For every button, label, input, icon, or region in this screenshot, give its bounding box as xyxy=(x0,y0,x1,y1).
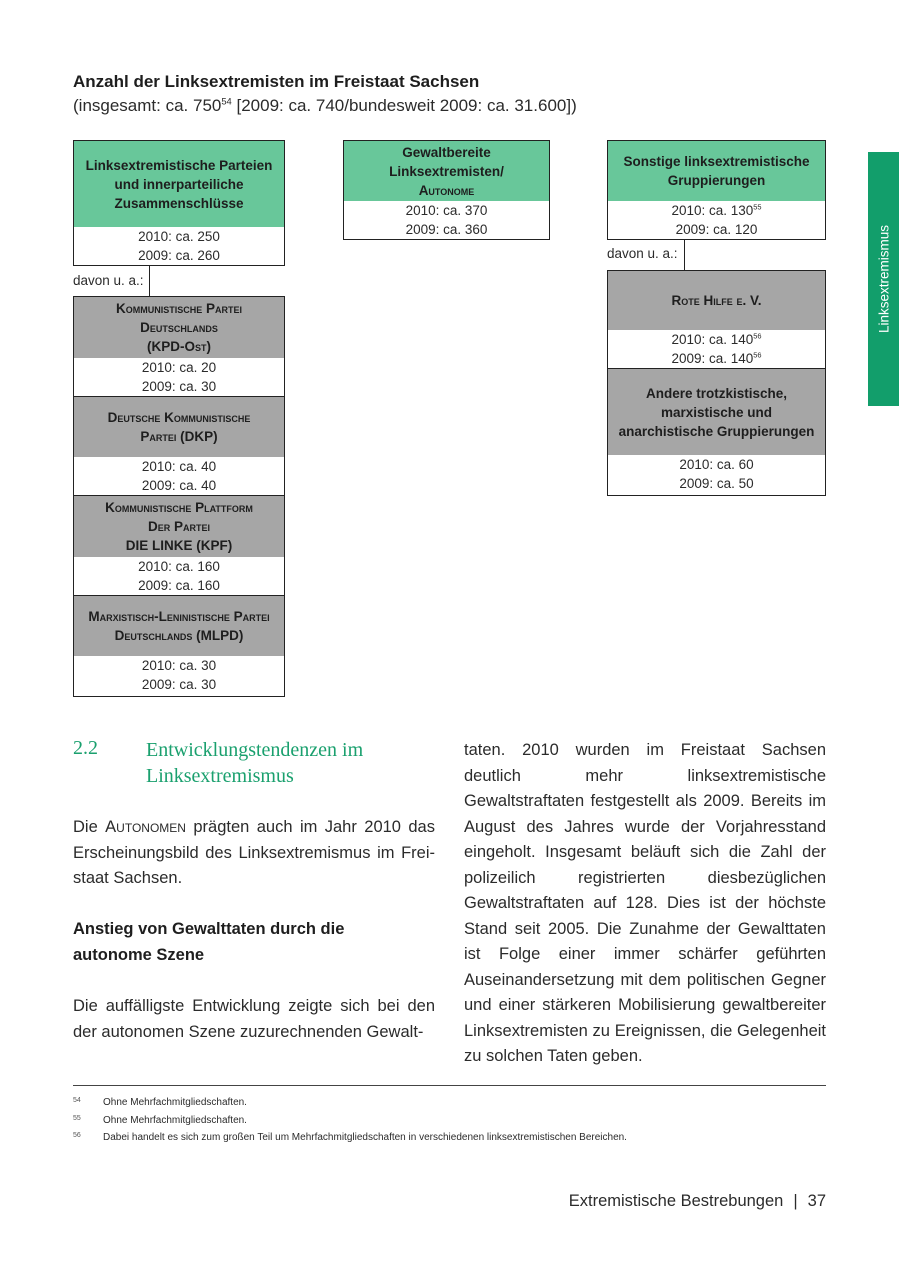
footer-separator: | xyxy=(793,1192,798,1210)
footnote-ref[interactable]: 56 xyxy=(753,350,762,360)
org-box-header: Sonstige linksextremistische Gruppierungen xyxy=(608,141,825,201)
connector-line xyxy=(684,240,685,271)
footnote-ref[interactable]: 55 xyxy=(753,202,762,212)
footnote: 54 Ohne Mehrfachmitgliedschaften. xyxy=(73,1097,247,1108)
footnote-ref[interactable]: 56 xyxy=(753,331,762,341)
org-box-values: 2010: ca. 370 2009: ca. 360 xyxy=(344,201,549,239)
org-sub-rote-hilfe: Rote Hilfe e. V. 2010: ca. $140^{56}$ 2009: ca. $140^{56}$ xyxy=(608,271,825,368)
body-paragraph-left: Die auffälligste Entwicklung zeigte sich bei den der autonomen Szene zuzurechnenden Gewalt- xyxy=(73,997,435,1041)
subtitle-text: (insgesamt: ca. 750 xyxy=(73,96,222,115)
org-box-header: Linksextremistische Parteien und innerparteiliche Zusammenschlüsse xyxy=(74,141,284,227)
page-footer xyxy=(569,1192,826,1211)
org-box-header: Gewaltbereite Linksextremisten/ Autonome xyxy=(344,141,549,201)
chapter-side-tab xyxy=(868,152,899,406)
page-subtitle xyxy=(73,96,577,116)
org-box-values: 2010: ca. $130^{55}$ 2009: ca. 120 xyxy=(608,201,825,239)
davon-label: davon u. a.: xyxy=(73,273,144,288)
footnote-ref[interactable]: 54 xyxy=(221,96,232,107)
page-title: Anzahl der Linksextremisten im Freistaat Sachsen xyxy=(73,72,480,91)
org-sub-andere: Andere trotzkistische, marxistische und anarchistische Gruppierungen 2010: ca. 60 2009: ca. 50 xyxy=(608,368,825,493)
org-sub-kpd-ost: Kommunistische Partei Deutschlands (KPD-Ost) 2010: ca. 20 2009: ca. 30 xyxy=(74,297,284,396)
section-number: 2.2 xyxy=(73,737,98,759)
footnote: 55 Ohne Mehrfachmitgliedschaften. xyxy=(73,1115,247,1126)
org-box-values: 2010: ca. 250 2009: ca. 260 xyxy=(74,227,284,265)
org-box-sonstige xyxy=(607,140,826,240)
page-number: 37 xyxy=(807,1192,826,1210)
subheading: Anstieg von Gewalttaten durch die autonome Szene xyxy=(73,920,345,964)
footnote: 56 Dabei handelt es sich zum großen Teil um Mehrfachmitgliedschaften in verschiedenen linksextremistischen Bereichen. xyxy=(73,1132,627,1143)
org-sub-mlpd: Marxistisch-Leninistische Partei Deutschlands (MLPD) 2010: ca. 30 2009: ca. 30 xyxy=(74,595,284,694)
org-subgroup-sonstige xyxy=(607,270,826,496)
intro-paragraph: Die Autonomen prägten auch im Jahr 2010 das Erscheinungsbild des Linksextremismus im Freistaat Sachsen. xyxy=(73,818,435,887)
subtitle-text: [2009: ca. 740/bundesweit 2009: ca. 31.600]) xyxy=(231,96,577,115)
org-sub-kpf: Kommunistische Plattform Der Partei DIE LINKE (KPF) 2010: ca. 160 2009: ca. 160 xyxy=(74,495,284,595)
chapter-side-tab-label: Linksextremismus xyxy=(876,224,891,334)
org-box-autonome xyxy=(343,140,550,240)
connector-line xyxy=(149,266,150,297)
org-subgroup-parties xyxy=(73,296,285,697)
davon-label: davon u. a.: xyxy=(607,246,678,261)
footer-label: Extremistische Bestrebungen xyxy=(568,1192,784,1210)
section-title: Entwicklungstendenzen im Linksextremismus xyxy=(146,739,364,787)
body-paragraph-right: taten. 2010 wurden im Freistaat Sachsen deutlich mehr linksextremistische Gewaltstraftaten festgestellt als 2009. Bereits im August des Jahres wurde der Vorjahresstand eingeholt. Insgesamt beläuft sich die Zahl der polizeilich registrierten diesbezüglichen Gewaltstraftaten auf 128. Dies ist der höchste Stand seit 2005. Die Zunahme der Gewalttaten ist Folge einer immer schärfer geführten Auseinandersetzung mit dem politischen Gegner und einer stärkeren Mobilisierung gewaltbereiter Linksextremisten zu Ereignissen, die Gelegenheit zu solchen Taten geben. xyxy=(464,741,826,1065)
org-sub-dkp: Deutsche Kommunistische Partei (DKP) 2010: ca. 40 2009: ca. 40 xyxy=(74,396,284,495)
footnote-divider xyxy=(73,1085,826,1086)
org-box-parties xyxy=(73,140,285,266)
